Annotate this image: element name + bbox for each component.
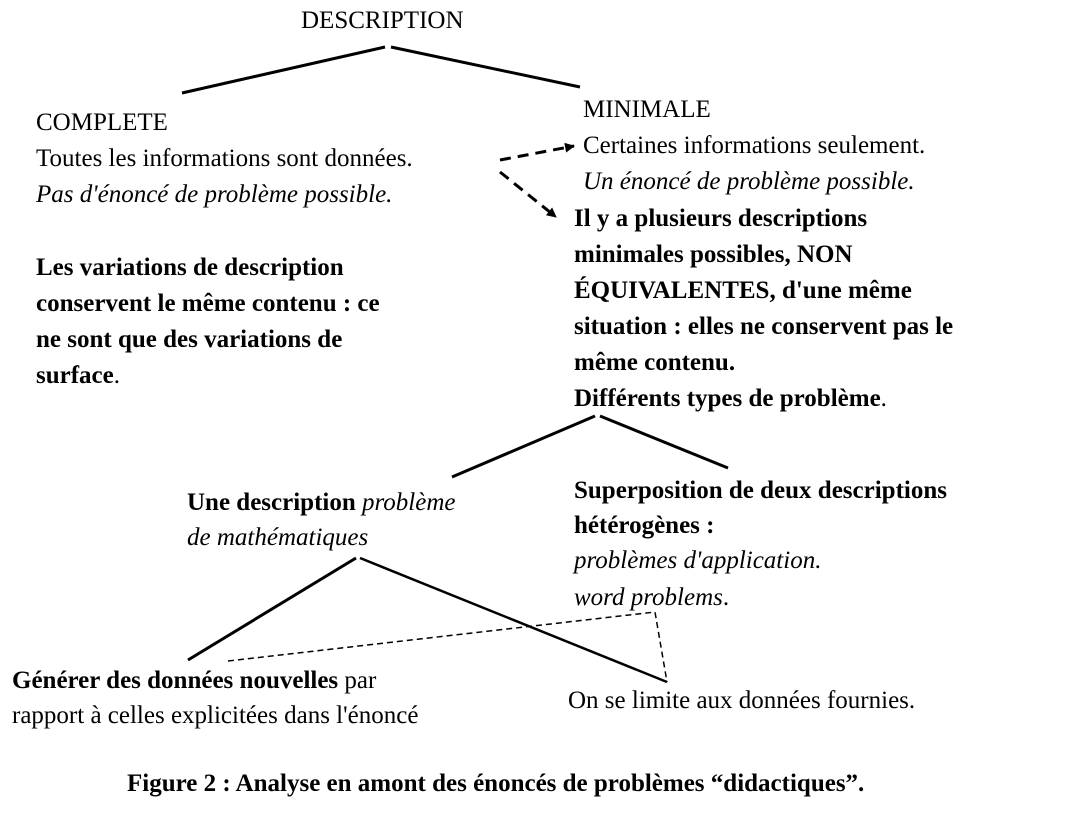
types-line: Différents types de problème. bbox=[574, 385, 887, 412]
superposition-line-3: problèmes d'application. bbox=[574, 547, 822, 574]
complete-line-1: Toutes les informations sont données. bbox=[36, 145, 413, 172]
node-limite: On se limite aux données fournies. bbox=[568, 687, 916, 714]
une-description-line-1: Une description problème bbox=[187, 489, 456, 516]
superposition-line-2: hétérogènes : bbox=[574, 512, 715, 539]
generer-line-1: Générer des données nouvelles par bbox=[12, 667, 377, 694]
arrow-complete-to-minimale bbox=[500, 146, 574, 160]
complete-note-line: conservent le même contenu : ce bbox=[36, 290, 380, 317]
plusieurs-line: ÉQUIVALENTES, d'une même bbox=[574, 277, 912, 304]
plusieurs-line: même contenu. bbox=[574, 349, 736, 376]
minimale-line-1: Certaines informations seulement. bbox=[583, 132, 926, 159]
minimale-line-2: Un énoncé de problème possible. bbox=[583, 168, 915, 195]
superposition-line-4: word problems. bbox=[574, 584, 730, 611]
complete-note-line: surface. bbox=[36, 362, 120, 389]
figure-caption: Figure 2 : Analyse en amont des énoncés de problèmes “didactiques”. bbox=[127, 770, 865, 797]
complete-title: COMPLETE bbox=[36, 109, 168, 136]
complete-note-line: Les variations de description bbox=[36, 254, 344, 281]
edge-description-minimale bbox=[391, 47, 580, 87]
node-description: DESCRIPTION bbox=[301, 7, 464, 34]
complete-line-2: Pas d'énoncé de problème possible. bbox=[36, 181, 393, 208]
une-description-line-2: de mathématiques bbox=[187, 524, 369, 551]
minimale-title: MINIMALE bbox=[583, 96, 711, 123]
edge-une-description-generer bbox=[188, 558, 356, 660]
arrow-complete-to-plusieurs bbox=[500, 172, 556, 217]
plusieurs-line: Il y a plusieurs descriptions bbox=[574, 205, 868, 232]
edge-types-superposition bbox=[600, 416, 728, 468]
edge-types-une-description bbox=[452, 416, 595, 477]
edge-description-complete bbox=[182, 47, 385, 93]
superposition-line-1: Superposition de deux descriptions bbox=[574, 477, 947, 504]
generer-line-2: rapport à celles explicitées dans l'énoncé bbox=[12, 702, 419, 729]
plusieurs-line: minimales possibles, NON bbox=[574, 241, 853, 268]
plusieurs-line: situation : elles ne conservent pas le bbox=[574, 313, 954, 340]
complete-note-line: ne sont que des variations de bbox=[36, 326, 343, 353]
